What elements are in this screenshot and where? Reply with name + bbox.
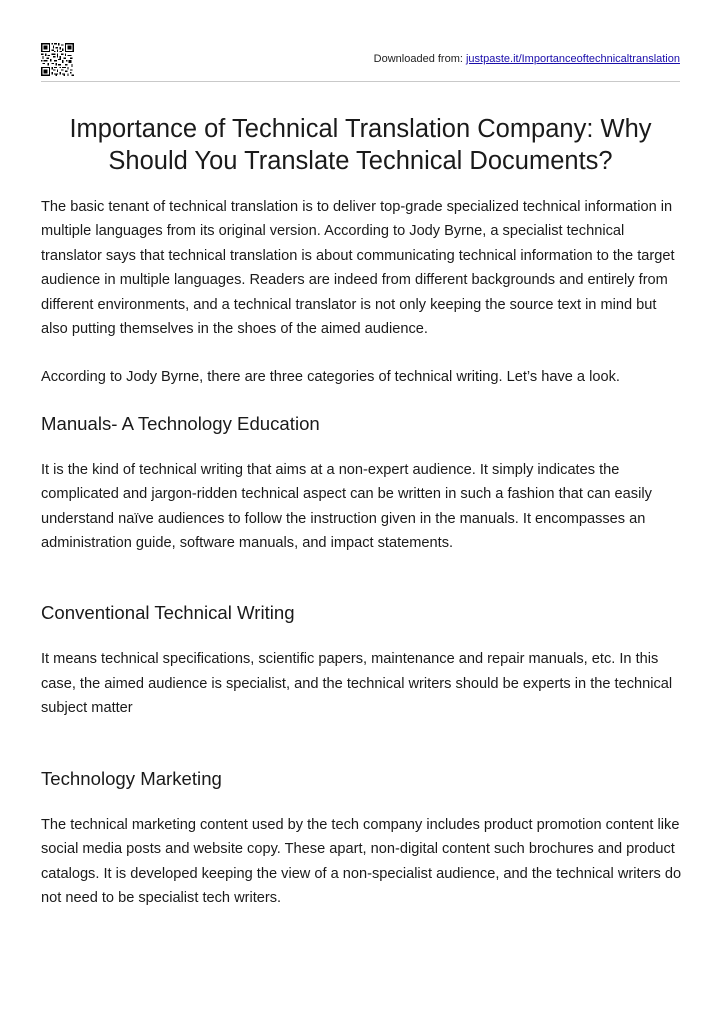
source-link[interactable]: justpaste.it/Importanceoftechnicaltranslation — [465, 53, 680, 65]
download-source-label: Downloaded from: — [373, 53, 466, 65]
section-body-conventional: It means technical specifications, scientific papers, maintenance and repair manuals, etc. In this case, the aimed audience is specialist, and the technical writers should be experts in the technical subject matter — [41, 651, 673, 717]
qr-code-icon — [41, 43, 74, 76]
intro-paragraph: The basic tenant of technical translation is to deliver top-grade specialized technical information in multiple languages from its original version. According to Jody Byrne, a specialist technical translator says that technical translation is about communicating technical information to the target audience in multiple languages. Readers are indeed from different backgrounds and entirely from different environments, and a technical translator is not only keeping the source text in mind but also putting themselves in the shoes of the aimed audience. — [41, 199, 675, 338]
section-heading-conventional: Conventional Technical Writing — [41, 602, 295, 624]
download-source — [374, 53, 680, 65]
intro-paragraph-2: According to Jody Byrne, there are three categories of technical writing. Let’s have a look. — [41, 369, 620, 386]
page-header — [41, 43, 680, 79]
header-divider — [41, 81, 680, 82]
page-title: Importance of Technical Translation Company: Why Should You Translate Technical Documents? — [69, 115, 652, 175]
section-heading-manuals: Manuals- A Technology Education — [41, 412, 320, 434]
article-body — [41, 195, 683, 910]
section-body-manuals: It is the kind of technical writing that aims at a non-expert audience. It simply indicates the complicated and jargon-ridden technical aspect can be written in such a fashion that can easily understand naïve audiences to follow the instruction given in the manuals. It encompasses an administration guide, software manuals, and impact statements. — [41, 461, 652, 552]
section-heading-marketing: Technology Marketing — [41, 767, 222, 789]
section-body-marketing: The technical marketing content used by the tech company includes product promotion content like social media posts and website copy. These apart, non-digital content such brochures and product catalogs. It is developed keeping the view of a non-specialist audience, and the technical writers do not need to be specialist tech writers. — [41, 816, 682, 906]
